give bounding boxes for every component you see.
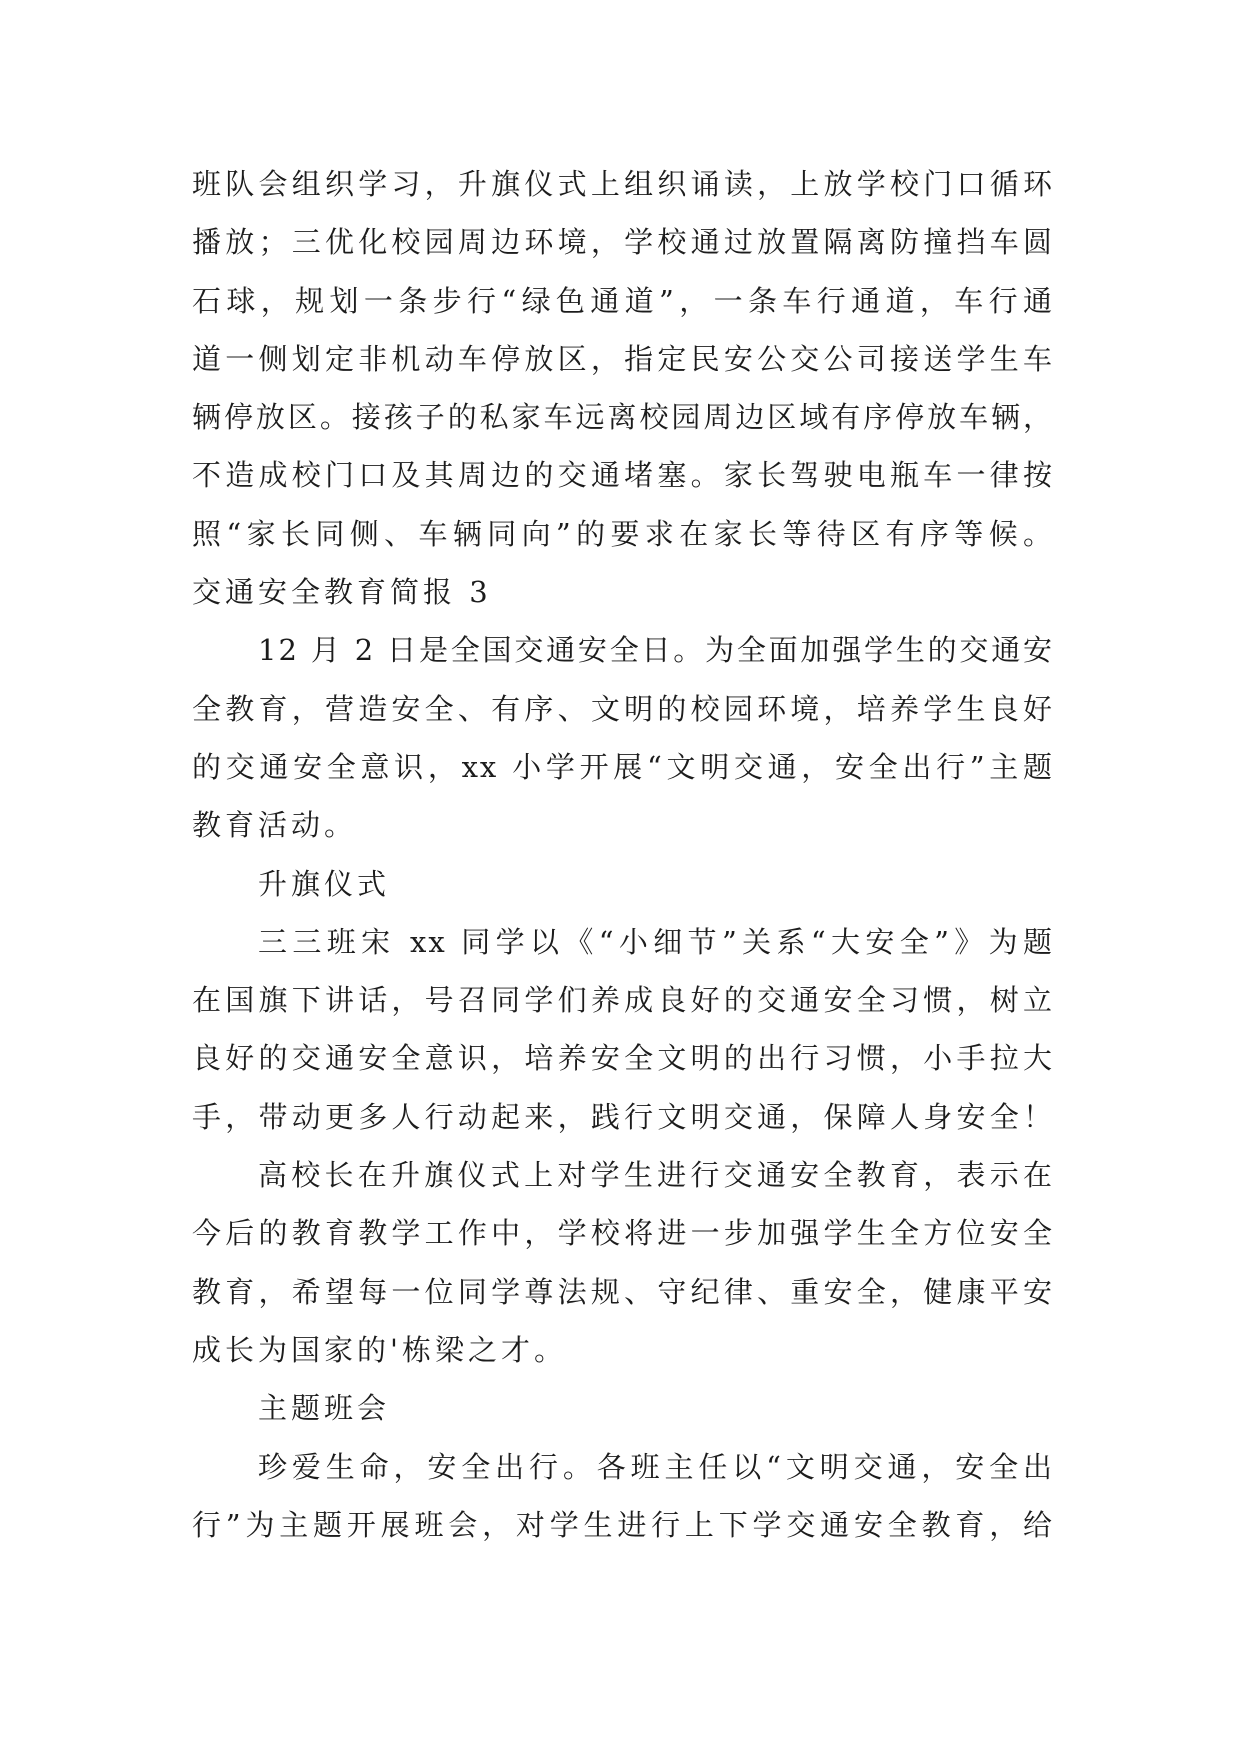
document-body bbox=[192, 155, 1054, 1554]
subheading: 主题班会 bbox=[258, 1391, 391, 1426]
text-line: 良好的交通安全意识，培养安全文明的出行习惯，小手拉大 bbox=[192, 1041, 1054, 1076]
text-line: 今后的教育教学工作中，学校将进一步加强学生全方位安全 bbox=[192, 1216, 1054, 1251]
text-line: 教育活动。 bbox=[192, 808, 358, 843]
section-title: 交通安全教育简报 3 bbox=[192, 575, 492, 610]
text-line: 播放；三优化校园周边环境，学校通过放置隔离防撞挡车圆 bbox=[192, 225, 1054, 260]
text-line: 石球，规划一条步行“绿色通道”，一条车行通道，车行通 bbox=[192, 283, 1054, 318]
text-line: 全教育，营造安全、有序、文明的校园环境，培养学生良好 bbox=[192, 691, 1054, 726]
text-line: 教育，希望每一位同学尊法规、守纪律、重安全，健康平安 bbox=[192, 1274, 1054, 1309]
text-line: 手，带动更多人行动起来，践行文明交通，保障人身安全！ bbox=[192, 1099, 1054, 1134]
text-line: 在国旗下讲话，号召同学们养成良好的交通安全习惯，树立 bbox=[192, 983, 1054, 1018]
subheading: 升旗仪式 bbox=[258, 866, 391, 901]
text-line: 12 月 2 日是全国交通安全日。为全面加强学生的交通安 bbox=[258, 633, 1054, 668]
text-line: 珍爱生命，安全出行。各班主任以“文明交通，安全出 bbox=[258, 1449, 1054, 1484]
text-line: 成长为国家的'栋梁之才。 bbox=[192, 1332, 567, 1367]
text-line: 三三班宋 xx 同学以《“小细节”关系“大安全”》为题 bbox=[258, 924, 1054, 959]
paragraph bbox=[192, 1146, 1054, 1379]
text-line: 高校长在升旗仪式上对学生进行交通安全教育，表示在 bbox=[258, 1158, 1054, 1193]
text-line: 行”为主题开展班会，对学生进行上下学交通安全教育，给 bbox=[192, 1507, 1054, 1542]
paragraph bbox=[192, 913, 1054, 1146]
paragraph bbox=[192, 1438, 1054, 1555]
paragraph bbox=[192, 621, 1054, 854]
text-line: 的交通安全意识，xx 小学开展“文明交通，安全出行”主题 bbox=[192, 749, 1054, 784]
paragraph bbox=[192, 155, 1054, 563]
text-line: 班队会组织学习，升旗仪式上组织诵读，上放学校门口循环 bbox=[192, 167, 1054, 201]
text-line: 道一侧划定非机动车停放区，指定民安公交公司接送学生车 bbox=[192, 341, 1054, 376]
text-line: 不造成校门口及其周边的交通堵塞。家长驾驶电瓶车一律按 bbox=[192, 458, 1054, 493]
text-line: 辆停放区。接孩子的私家车远离校园周边区域有序停放车辆， bbox=[192, 400, 1054, 435]
text-line: 照“家长同侧、车辆同向”的要求在家长等待区有序等候。 bbox=[192, 516, 1054, 551]
